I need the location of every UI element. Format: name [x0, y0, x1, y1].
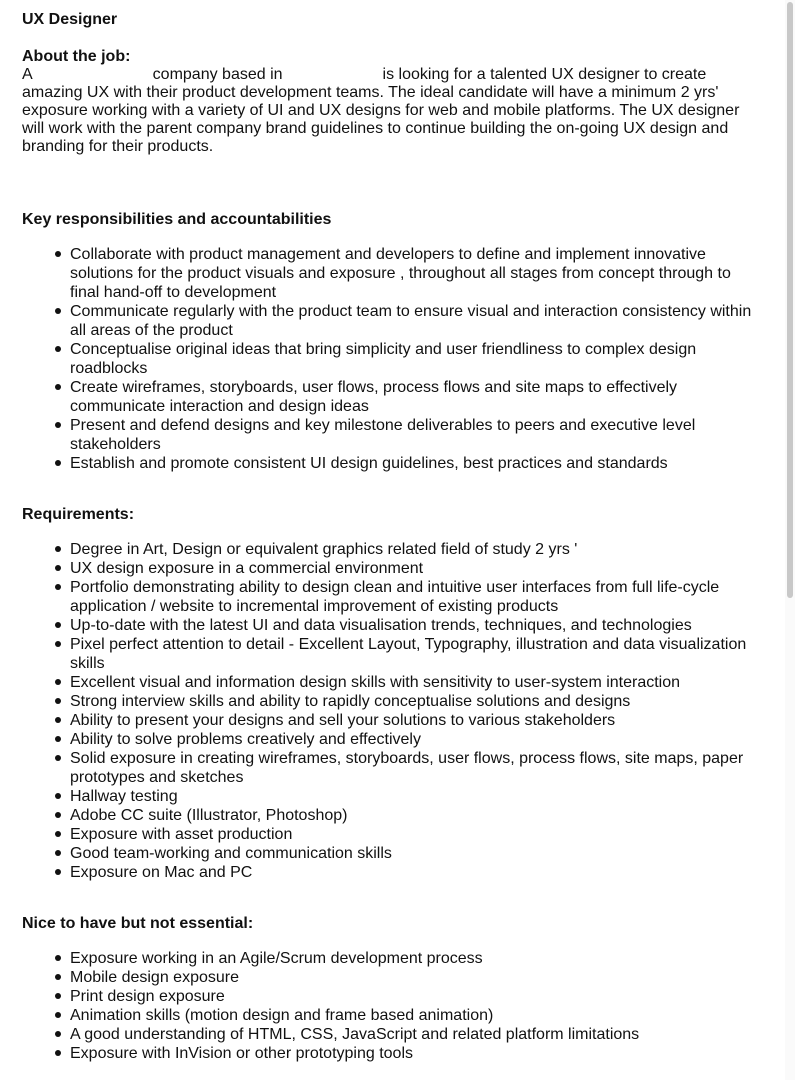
list-item: Exposure on Mac and PC [70, 863, 757, 882]
list-item: Solid exposure in creating wireframes, storyboards, user flows, process flows, site maps, paper prototypes and sketches [70, 749, 757, 787]
vertical-scrollbar[interactable] [785, 0, 795, 1080]
nice-to-have-list [22, 949, 757, 1063]
list-item: Pixel perfect attention to detail - Excellent Layout, Typography, illustration and data visualization skills [70, 635, 757, 673]
nice-to-have-heading: Nice to have but not essential: [22, 915, 254, 932]
scrollbar-thumb[interactable] [787, 2, 793, 598]
list-item: Present and defend designs and key milestone deliverables to peers and executive level stakeholders [70, 416, 757, 454]
list-item: Animation skills (motion design and frame based animation) [70, 1006, 757, 1025]
list-item: Print design exposure [70, 987, 757, 1006]
list-item: Collaborate with product management and developers to define and implement innovative solutions for the product visuals and exposure , throughout all stages from concept through to final hand-off to development [70, 245, 757, 302]
list-item: Create wireframes, storyboards, user flows, process flows and site maps to effectively communicate interaction and design ideas [70, 378, 757, 416]
list-item: Hallway testing [70, 787, 757, 806]
list-item: Conceptualise original ideas that bring simplicity and user friendliness to complex design roadblocks [70, 340, 757, 378]
page-title: UX Designer [22, 11, 118, 28]
requirements-heading: Requirements: [22, 506, 135, 523]
list-item: Exposure with InVision or other prototyping tools [70, 1044, 757, 1063]
about-paragraph [22, 66, 757, 156]
list-item: Adobe CC suite (Illustrator, Photoshop) [70, 806, 757, 825]
list-item: Exposure with asset production [70, 825, 757, 844]
responsibilities-heading: Key responsibilities and accountabilities [22, 211, 332, 228]
list-item: Establish and promote consistent UI design guidelines, best practices and standards [70, 454, 757, 473]
list-item: Ability to solve problems creatively and effectively [70, 730, 757, 749]
list-item: Exposure working in an Agile/Scrum development process [70, 949, 757, 968]
list-item: Communicate regularly with the product team to ensure visual and interaction consistency within all areas of the product [70, 302, 757, 340]
list-item: Strong interview skills and ability to rapidly conceptualise solutions and designs [70, 692, 757, 711]
list-item: Excellent visual and information design skills with sensitivity to user-system interaction [70, 673, 757, 692]
list-item: Good team-working and communication skills [70, 844, 757, 863]
list-item: Portfolio demonstrating ability to design clean and intuitive user interfaces from full life-cycle application / website to incremental improvement of existing products [70, 578, 757, 616]
list-item: Up-to-date with the latest UI and data visualisation trends, techniques, and technologies [70, 616, 757, 635]
list-item: UX design exposure in a commercial environment [70, 559, 757, 578]
about-heading: About the job: [22, 48, 131, 65]
responsibilities-list [22, 245, 757, 473]
list-item: Mobile design exposure [70, 968, 757, 987]
list-item: Ability to present your designs and sell your solutions to various stakeholders [70, 711, 757, 730]
list-item: A good understanding of HTML, CSS, JavaScript and related platform limitations [70, 1025, 757, 1044]
about-text-end: is looking for a talented UX designer to create amazing UX with their product development teams. The ideal candidate will have a minimum 2 yrs' exposure working with a variety of UI and UX designs for web and mobile platforms. The UX designer will work with the parent company brand guidelines to continue building the on-going UX design and branding for their products. [22, 66, 740, 155]
requirements-list [22, 540, 757, 882]
list-item: Degree in Art, Design or equivalent graphics related field of study 2 yrs ' [70, 540, 757, 559]
about-text-start: A [22, 66, 33, 83]
job-posting [22, 10, 757, 1063]
about-text-middle: company based in [152, 66, 283, 83]
